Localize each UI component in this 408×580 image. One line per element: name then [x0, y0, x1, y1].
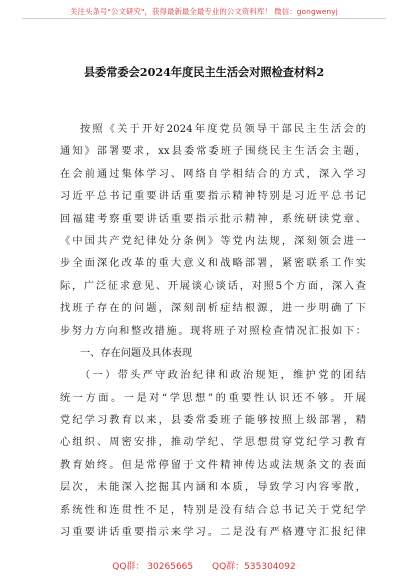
body-line: 找班子存在的问题，深刻剖析症结根源，进一步明确了下	[60, 303, 366, 315]
qq-group-1: QQ群： 30265665	[112, 562, 194, 572]
qq-group-2: QQ群：535304092	[212, 562, 296, 572]
body-line: 教育始终。但是常停留于文件精神传达或法规条文的表面	[60, 459, 366, 471]
footer-contact	[0, 559, 408, 572]
body-line: 在会前通过集体学习、网络自学相结合的方式，深入学习	[60, 168, 366, 180]
body-line: 习近平总书记重要讲话重要指示精神特别是习近平总书记	[60, 191, 366, 203]
document-title: 县委常委会2024年度民主生活会对照检查材料2	[83, 65, 325, 79]
body-line: 层次，未能深入挖掘其内涵和本质，导致学习内容零散，	[60, 482, 366, 494]
document-body	[60, 119, 366, 544]
body-line: 回福建考察重要讲话重要指示批示精神，系统研读党章、	[60, 213, 366, 225]
body-line: 心组织、周密安排，推动学纪、学思想贯穿党纪学习教育	[60, 437, 366, 449]
body-line: 步全面深化改革的重大意义和战略部署，紧密联系工作实	[60, 258, 366, 270]
header-divider	[22, 18, 386, 19]
body-line: 《中国共产党纪律处分条例》等党内法规，深刻领会进一	[60, 235, 366, 247]
body-line: 统一方面。一是对“学思想”的重要性认识还不够。开展	[60, 392, 366, 404]
body-line: 系统性和连贯性不足，特别是没有结合总书记关于党纪学	[60, 504, 366, 516]
promo-banner: 关注头条号"公文研究"，获得最新最全最专业的公文资料库！ 微信：gongwenyj	[70, 7, 338, 16]
body-line: （一）带头严守政治纪律和政治规矩，维护党的团结	[80, 370, 366, 382]
body-line: 通知》部署要求，xx县委常委班子围绕民主生活会主题，	[60, 146, 366, 158]
body-line: 党纪学习教育以来，县委常委班子能够按照上级部署，精	[60, 415, 366, 427]
body-line: 际，广泛征求意见、开展谈心谈话，对照5个方面，深入查	[60, 280, 366, 292]
body-line: 步努力方向和整改措施。现将班子对照检查情况汇报如下：	[60, 325, 366, 337]
section-heading: 一、存在问题及具体表现	[80, 347, 193, 359]
body-line: 习重要讲话重要指示来学习。二是没有严格遵守汇报纪律	[60, 527, 366, 539]
body-line: 按照《关于开好2024年度党员领导干部民主生活会的	[80, 124, 366, 135]
